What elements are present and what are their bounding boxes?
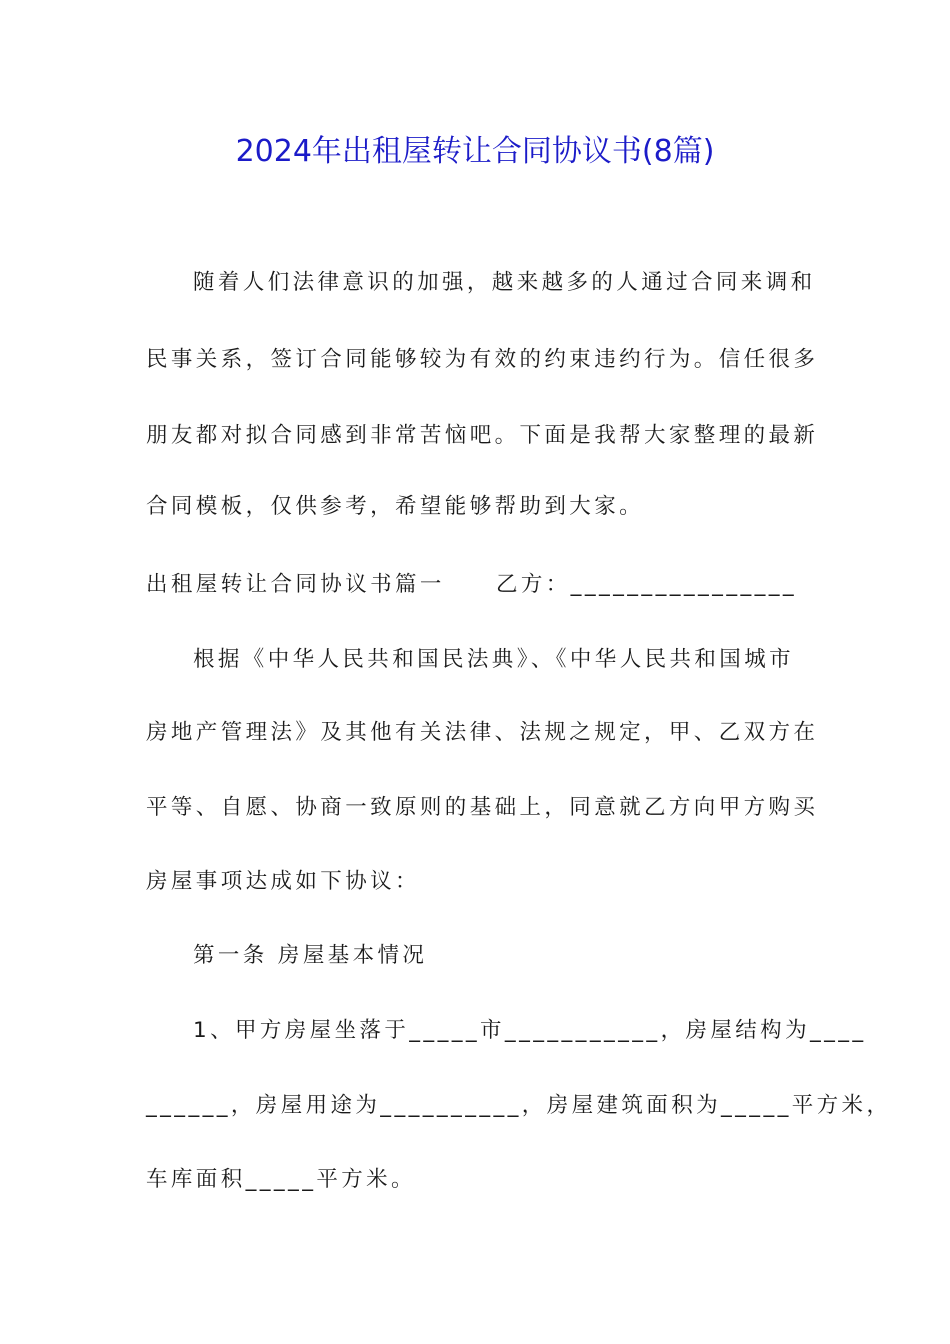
document-title: 2024年出租屋转让合同协议书(8篇) bbox=[235, 134, 715, 169]
paragraph-line: 合同模板，仅供参考，希望能够帮助到大家。 bbox=[146, 494, 645, 519]
paragraph-line: 随着人们法律意识的加强，越来越多的人通过合同来调和 bbox=[193, 270, 816, 295]
paragraph-line: 平等、自愿、协商一致原则的基础上，同意就乙方向甲方购买 bbox=[146, 795, 819, 820]
paragraph-line: 房地产管理法》及其他有关法律、法规之规定，甲、乙双方在 bbox=[146, 720, 819, 745]
article-heading: 第一条 房屋基本情况 bbox=[193, 943, 428, 968]
section-heading-line: 出租屋转让合同协议书篇一 乙方：________________ bbox=[146, 572, 798, 597]
paragraph-line: ______，房屋用途为__________，房屋建筑面积为_____平方米， bbox=[146, 1093, 892, 1118]
paragraph-line: 朋友都对拟合同感到非常苦恼吧。下面是我帮大家整理的最新 bbox=[146, 423, 819, 448]
paragraph-line: 房屋事项达成如下协议： bbox=[146, 869, 420, 894]
paragraph-line: 1、甲方房屋坐落于_____市___________，房屋结构为____ bbox=[193, 1018, 867, 1043]
paragraph-line: 根据《中华人民共和国民法典》、《中华人民共和国城市 bbox=[193, 647, 795, 672]
paragraph-line: 民事关系，签订合同能够较为有效的约束违约行为。信任很多 bbox=[146, 347, 819, 372]
paragraph-line: 车库面积_____平方米。 bbox=[146, 1167, 416, 1192]
